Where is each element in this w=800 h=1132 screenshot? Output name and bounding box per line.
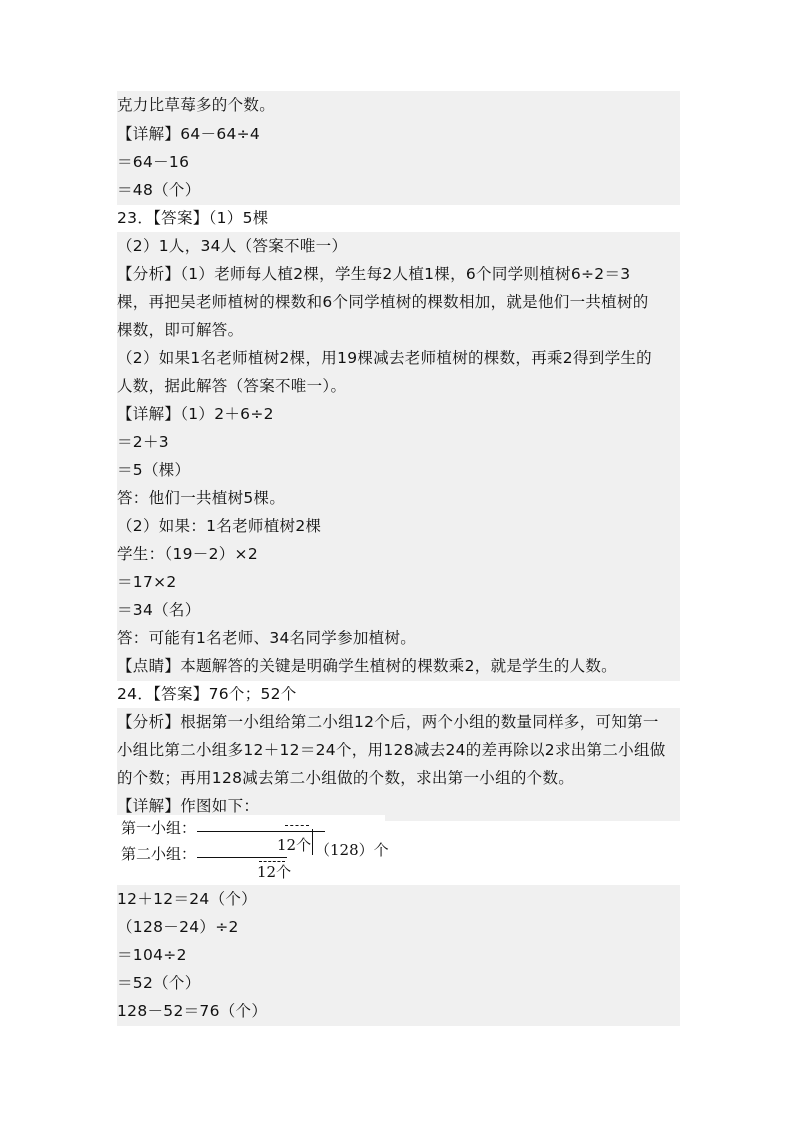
- text-line: 【详解】64－64÷4: [117, 120, 680, 149]
- difference-label-bottom: 12个: [257, 863, 292, 881]
- text-line: 学生：（19－2）×2: [117, 540, 680, 569]
- text-line: ＝104÷2: [117, 941, 680, 970]
- difference-label-top: 12个: [277, 836, 312, 854]
- total-bracket: [312, 829, 313, 855]
- answer-heading-24: 24．【答案】76个；52个: [117, 685, 297, 703]
- group1-label: 第一小组：: [121, 819, 197, 837]
- text-line: 【分析】根据第一小组给第二小组12个后，两个小组的数量同样多，可知第一: [117, 708, 680, 737]
- text-line: 答：他们一共植树5棵。: [117, 484, 680, 513]
- text-line: 【详解】作图如下：: [117, 792, 680, 821]
- text-line: 12＋12＝24（个）: [117, 885, 680, 914]
- text-line: ＝52（个）: [117, 969, 680, 998]
- text-line: 棵数，即可解答。: [117, 316, 680, 345]
- text-line: 答：可能有1名老师、34名同学参加植树。: [117, 624, 680, 653]
- text-line: 克力比草莓多的个数。: [117, 91, 680, 120]
- text-line: 小组比第二小组多12＋12＝24个，用128减去24的差再除以2求出第二小组做: [117, 736, 680, 765]
- text-line: ＝17×2: [117, 568, 680, 597]
- text-line: （128－24）÷2: [117, 913, 680, 942]
- text-line: （2）如果1名老师植树2棵，用19棵减去老师植树的棵数，再乘2得到学生的: [117, 344, 680, 373]
- text-line: 128－52＝76（个）: [117, 997, 680, 1026]
- total-label: （128）个: [315, 841, 389, 859]
- text-line: ＝48（个）: [117, 176, 680, 205]
- line-segment-diagram: [117, 815, 389, 883]
- group1-brace: [285, 825, 309, 827]
- text-line: ＝5（棵）: [117, 456, 680, 485]
- group2-label: 第二小组：: [121, 845, 197, 863]
- group2-segment: [197, 857, 287, 858]
- text-line: 【详解】（1）2＋6÷2: [117, 400, 680, 429]
- text-line: 【点睛】本题解答的关键是明确学生植树的棵数乘2，就是学生的人数。: [117, 652, 680, 681]
- text-line: （2）如果：1名老师植树2棵: [117, 512, 680, 541]
- text-line: 棵，再把吴老师植树的棵数和6个同学植树的棵数相加，就是他们一共植树的: [117, 288, 680, 317]
- text-line: 的个数；再用128减去第二小组做的个数，求出第一小组的个数。: [117, 764, 680, 793]
- answer-heading-23: 23．【答案】（1）5棵: [117, 209, 269, 227]
- text-line: ＝64－16: [117, 148, 680, 177]
- text-line: ＝2＋3: [117, 428, 680, 457]
- group1-segment: [197, 831, 325, 832]
- text-line: 人数，据此解答（答案不唯一）。: [117, 372, 680, 401]
- text-line: ＝34（名）: [117, 596, 680, 625]
- text-line: 【分析】（1）老师每人植2棵，学生每2人植1棵，6个同学则植树6÷2＝3: [117, 260, 680, 289]
- text-line: （2）1人，34人（答案不唯一）: [117, 232, 680, 261]
